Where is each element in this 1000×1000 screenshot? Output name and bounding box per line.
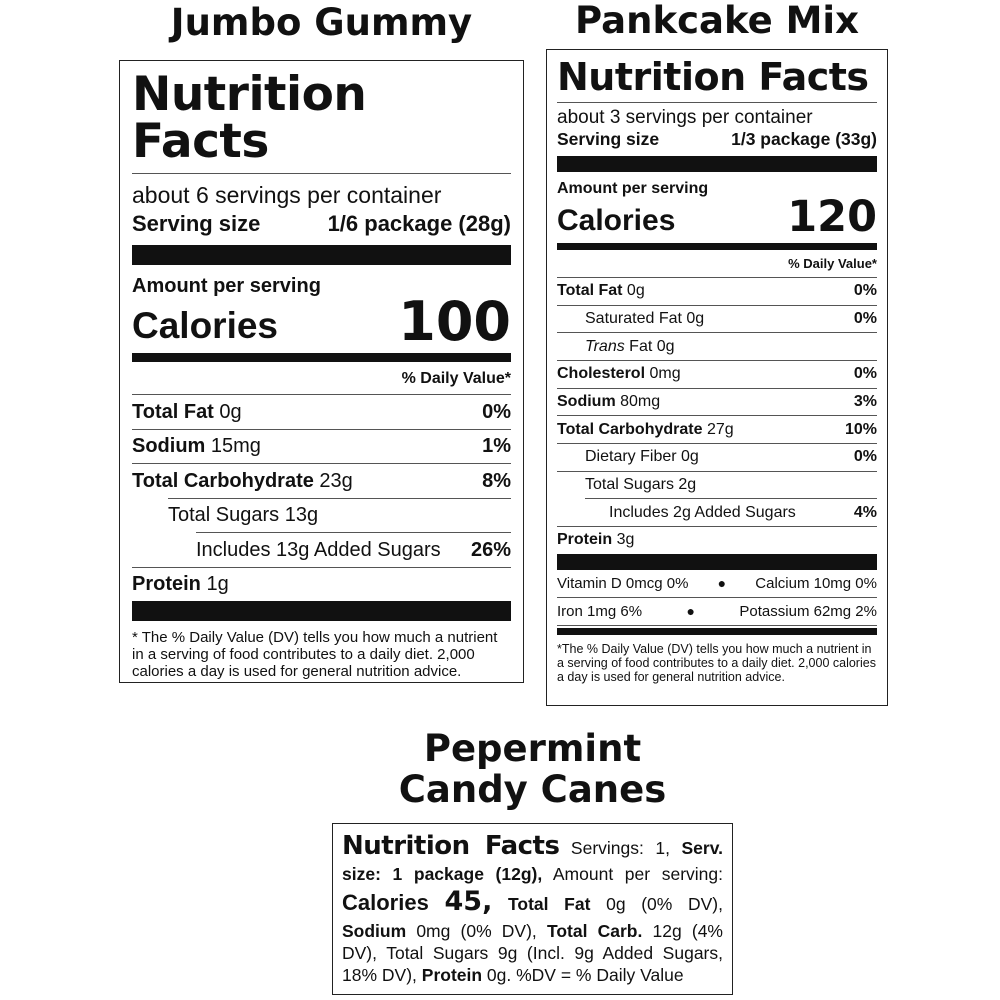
calories-value: 45, [444, 886, 493, 918]
sodium-value: 0mg (0% DV), [406, 920, 537, 941]
nutrient-amount: 80mg [615, 392, 661, 410]
nutrient-row-total-sugars [557, 471, 877, 499]
nutrient-amount: 0g [622, 282, 645, 300]
nutrient-amount: 23g [313, 469, 353, 492]
thick-divider [132, 601, 511, 621]
nutrient-amount: 27g [702, 420, 734, 438]
nutrient-label: Sodium [132, 435, 206, 458]
nutrient-amount: 1g [200, 573, 229, 596]
nutrient-text: Fat 0g [624, 337, 675, 355]
nutrition-facts-heading: Nutrition Facts [132, 67, 367, 169]
vitamin-row-2 [557, 598, 877, 626]
nutrient-label: Protein [132, 573, 201, 596]
nutrient-row-added-sugars [585, 498, 877, 526]
vitamin-d: Vitamin D 0mcg 0% [557, 574, 689, 592]
nutrient-amount: 15mg [205, 435, 261, 458]
nutrient-dv: 0% [853, 282, 877, 300]
nutrient-row-total-carbohydrate [557, 415, 877, 443]
serving-size-value: 1/6 package (28g) [327, 211, 511, 236]
iron: Iron 1mg 6% [557, 602, 643, 620]
nutrient-label: Total Fat [132, 400, 214, 423]
nutrient-label: Total Fat [557, 282, 623, 300]
jumbo-gummy-title: Jumbo Gummy [170, 1, 473, 44]
nutrient-row-sodium [557, 388, 877, 416]
vitamin-row-1 [557, 570, 877, 598]
calories-label: Calories [342, 890, 429, 916]
amount-per-serving: Amount per serving [132, 275, 321, 297]
nutrient-dv: 0% [482, 400, 511, 423]
nutrient-text: Total Sugars 13g [168, 504, 319, 527]
daily-value-header: % Daily Value* [401, 370, 511, 388]
candy-canes-nutrition-label [332, 823, 733, 995]
potassium: Potassium 62mg 2% [739, 602, 877, 620]
calories-row [557, 192, 877, 242]
thick-divider [132, 245, 511, 265]
total-carb-value: 12g (4% DV), Total Sugars 9g (Incl. 9g Added Sugars, 18% DV), [342, 920, 723, 985]
nutrient-text: Total Sugars 2g [585, 476, 697, 493]
nutrient-row-total-carbohydrate [132, 463, 511, 498]
nutrient-text: Dietary Fiber 0g [585, 448, 699, 466]
nutrient-row-total-sugars [168, 498, 511, 533]
nutrient-row-protein [557, 526, 877, 554]
trans-italic: Trans [585, 337, 625, 355]
jumbo-gummy-nutrition-label [119, 60, 524, 683]
calories-label: Calories [132, 305, 279, 347]
serving-size-label: Serving size [132, 211, 261, 236]
candy-canes-title-line2: Candy Canes [398, 768, 667, 811]
amount-per-serving: Amount per serving: [542, 864, 723, 885]
nutrient-row-protein [132, 567, 511, 602]
nutrient-row-cholesterol [557, 360, 877, 388]
nutrient-row-total-fat [132, 394, 511, 429]
nutrient-row-total-fat [557, 277, 877, 305]
nutrient-row-saturated-fat [557, 305, 877, 333]
thick-divider [557, 554, 877, 570]
daily-value-header: % Daily Value* [788, 255, 877, 271]
amount-per-serving: Amount per serving [557, 180, 709, 197]
total-fat-value: 0g (0% DV), [590, 894, 723, 915]
protein-value: 0g. %DV = % Daily Value [482, 964, 684, 985]
pancake-mix-nutrition-label [546, 49, 888, 706]
nutrient-dv: 8% [482, 469, 511, 492]
nutrient-text: Includes 13g Added Sugars [196, 538, 441, 561]
serving-size: Serv. size: 1 package (12g), [342, 838, 723, 885]
serving-size [557, 129, 877, 150]
pancake-mix-title: Pankcake Mix [575, 0, 859, 42]
serving-size-value: 1/3 package (33g) [731, 129, 877, 149]
calories-row [132, 290, 511, 353]
medium-divider [557, 243, 877, 250]
nutrient-dv: 0% [853, 365, 877, 383]
nutrient-label: Cholesterol [557, 365, 646, 383]
nutrition-facts-heading: Nutrition Facts [342, 831, 560, 861]
servings: Servings: 1, [559, 838, 670, 858]
nutrient-dv: 0% [853, 309, 877, 327]
serving-size-label: Serving size [557, 129, 660, 149]
calories-value: 120 [787, 192, 877, 242]
nutrient-row-added-sugars [196, 532, 511, 567]
calcium: Calcium 10mg 0% [755, 574, 877, 592]
nutrient-row-sodium [132, 429, 511, 464]
nutrient-dv: 4% [853, 503, 877, 521]
servings-per-container: about 6 servings per container [132, 173, 511, 209]
nutrient-label: Total Carbohydrate [132, 469, 314, 492]
daily-value-footnote: * The % Daily Value (DV) tells you how much a nutrient in a serving of food contributes to a daily diet. 2,000 calories a day is used for general nutrition advice. [132, 629, 498, 680]
nutrient-amount: 0mg [645, 365, 681, 383]
nutrition-facts-heading: Nutrition Facts [557, 55, 869, 99]
total-fat-label: Total Fat [508, 894, 591, 915]
nutrient-dv: 10% [844, 420, 877, 438]
calories-value: 100 [398, 290, 511, 353]
nutrient-dv: 0% [853, 448, 877, 466]
total-carb-label: Total Carb. [546, 920, 643, 941]
nutrient-label: Protein [557, 531, 613, 549]
serving-size [132, 211, 511, 237]
nutrient-label: Sodium [557, 392, 616, 410]
nutrient-amount: 0g [213, 400, 242, 423]
nutrient-amount: 3g [612, 531, 635, 549]
nutrient-text: Includes 2g Added Sugars [609, 503, 796, 521]
nutrient-row-trans-fat [557, 332, 877, 360]
sodium-label: Sodium [342, 920, 407, 941]
nutrient-label: Total Carbohydrate [557, 420, 703, 438]
medium-divider [557, 628, 877, 635]
nutrient-dv: 3% [853, 392, 877, 410]
nutrient-text: Saturated Fat 0g [585, 309, 705, 327]
calories-label: Calories [557, 203, 676, 237]
bullet-icon: ● [717, 575, 727, 592]
nutrient-dv: 1% [482, 435, 511, 458]
daily-value-footnote: *The % Daily Value (DV) tells you how much a nutrient in a serving of food contributes to a daily diet. 2,000 calories a day is used for general nutrition advice. [557, 641, 876, 684]
nutrient-row-dietary-fiber [557, 443, 877, 471]
nutrient-dv: 26% [470, 538, 511, 561]
protein-label: Protein [421, 964, 483, 985]
servings-per-container: about 3 servings per container [557, 102, 877, 129]
linear-nutrition-text [342, 830, 723, 986]
thick-divider [557, 156, 877, 172]
candy-canes-title-line1: Pepermint [423, 727, 642, 770]
bullet-icon: ● [686, 603, 695, 620]
medium-divider [132, 353, 511, 362]
